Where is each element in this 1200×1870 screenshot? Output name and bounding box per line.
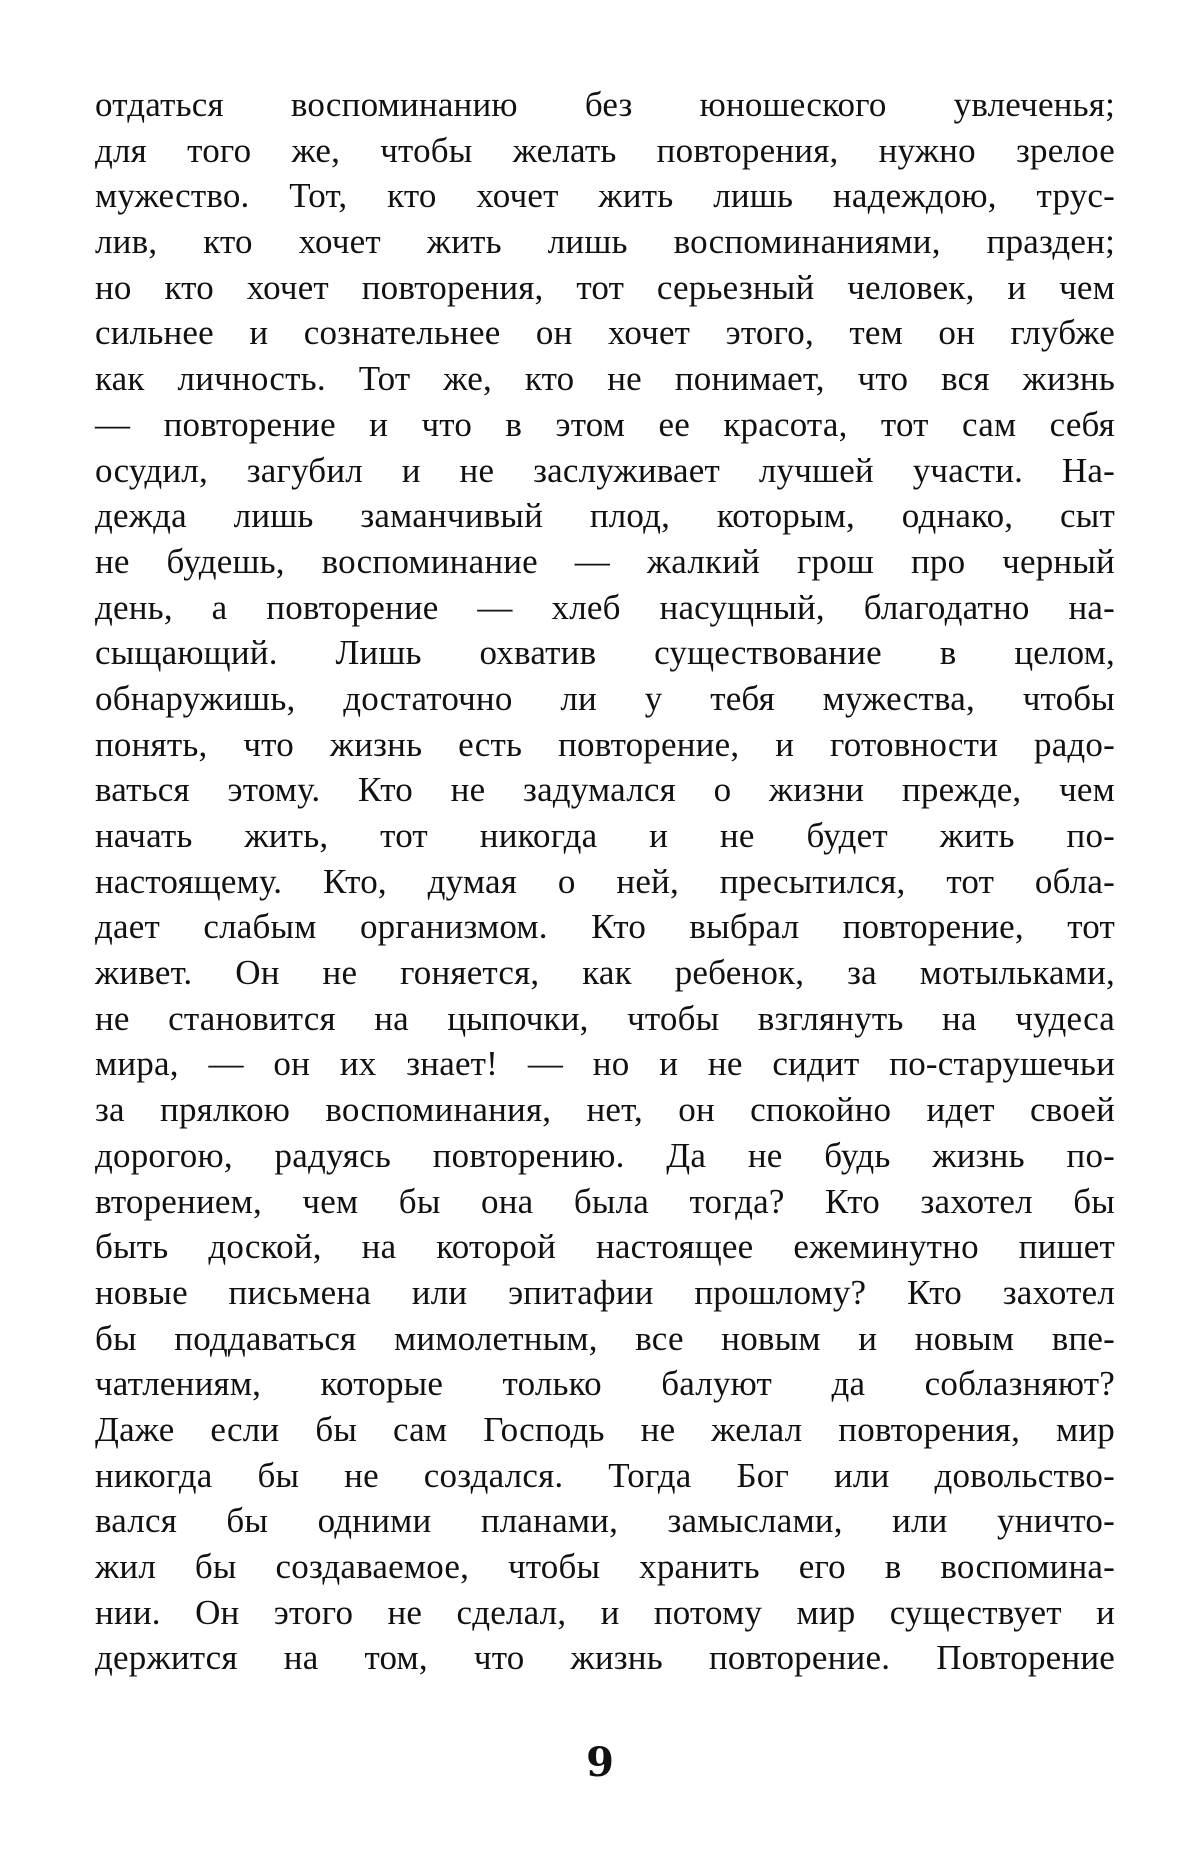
- text-line: понять, что жизнь есть повторение, и готовности радо-: [95, 724, 1115, 764]
- text-line: живет. Он не гоняется, как ребенок, за мотыльками,: [95, 953, 1115, 993]
- text-line: вался бы одними планами, замыслами, или уничто-: [95, 1501, 1115, 1541]
- text-line: — повторение и что в этом ее красота, тот сам себя: [95, 404, 1115, 444]
- text-line: держится на том, что жизнь повторение. Повторение: [95, 1638, 1115, 1678]
- text-line: быть доской, на которой настоящее ежеминутно пишет: [95, 1227, 1115, 1267]
- text-line: лив, кто хочет жить лишь воспоминаниями, празден;: [95, 222, 1115, 262]
- text-line: как личность. Тот же, кто не понимает, что вся жизнь: [95, 359, 1115, 399]
- text-line: начать жить, тот никогда и не будет жить по-: [95, 816, 1115, 855]
- text-line: бы поддаваться мимолетным, все новым и новым впе-: [95, 1318, 1115, 1358]
- text-line: осудил, загубил и не заслуживает лучшей участи. На-: [95, 450, 1115, 490]
- text-line: сильнее и сознательнее он хочет этого, тем он глубже: [95, 313, 1115, 353]
- text-line: за прялкою воспоминания, нет, он спокойно идет своей: [95, 1090, 1115, 1130]
- text-line: обнаружишь, достаточно ли у тебя мужества, чтобы: [95, 678, 1115, 718]
- text-line: настоящему. Кто, думая о ней, пресытился, тот обла-: [95, 861, 1115, 901]
- text-line: ваться этому. Кто не задумался о жизни прежде, чем: [95, 770, 1115, 810]
- text-line: сыщающий. Лишь охватив существование в целом,: [95, 633, 1115, 673]
- text-line: не будешь, воспоминание — жалкий грош про черный: [95, 541, 1115, 581]
- text-line: для того же, чтобы желать повторения, нужно зрелое: [95, 130, 1115, 170]
- text-line: но кто хочет повторения, тот серьезный человек, и чем: [95, 267, 1115, 307]
- text-line: Даже если бы сам Господь не желал повторения, мир: [95, 1409, 1115, 1449]
- text-line: нии. Он этого не сделал, и потому мир существует и: [95, 1592, 1115, 1632]
- text-line: дежда лишь заманчивый плод, которым, однако, сыт: [95, 496, 1115, 536]
- text-line: мужество. Тот, кто хочет жить лишь надеждою, трус-: [95, 176, 1115, 216]
- text-line: дает слабым организмом. Кто выбрал повторение, тот: [95, 907, 1115, 947]
- text-line: никогда бы не создался. Тогда Бог или довольство-: [95, 1455, 1115, 1495]
- text-line: день, а повторение — хлеб насущный, благодатно на-: [95, 587, 1115, 627]
- text-line: вторением, чем бы она была тогда? Кто захотел бы: [95, 1181, 1115, 1221]
- text-line: отдаться воспоминанию без юношеского увлеченья;: [95, 85, 1115, 124]
- text-line: чатлениям, которые только балуют да соблазняют?: [95, 1364, 1115, 1404]
- page-number: 9: [586, 1739, 614, 1786]
- text-line: не становится на цыпочки, чтобы взглянуть на чудеса: [95, 998, 1115, 1038]
- text-line: новые письмена или эпитафии прошлому? Кто захотел: [95, 1272, 1115, 1312]
- text-line: жил бы создаваемое, чтобы хранить его в воспомина-: [95, 1547, 1115, 1586]
- body-text: [95, 82, 1115, 1681]
- text-line: мира, — он их знает! — но и не сидит по-старушечьи: [95, 1044, 1115, 1084]
- text-line: дорогою, радуясь повторению. Да не будь жизнь по-: [95, 1135, 1115, 1175]
